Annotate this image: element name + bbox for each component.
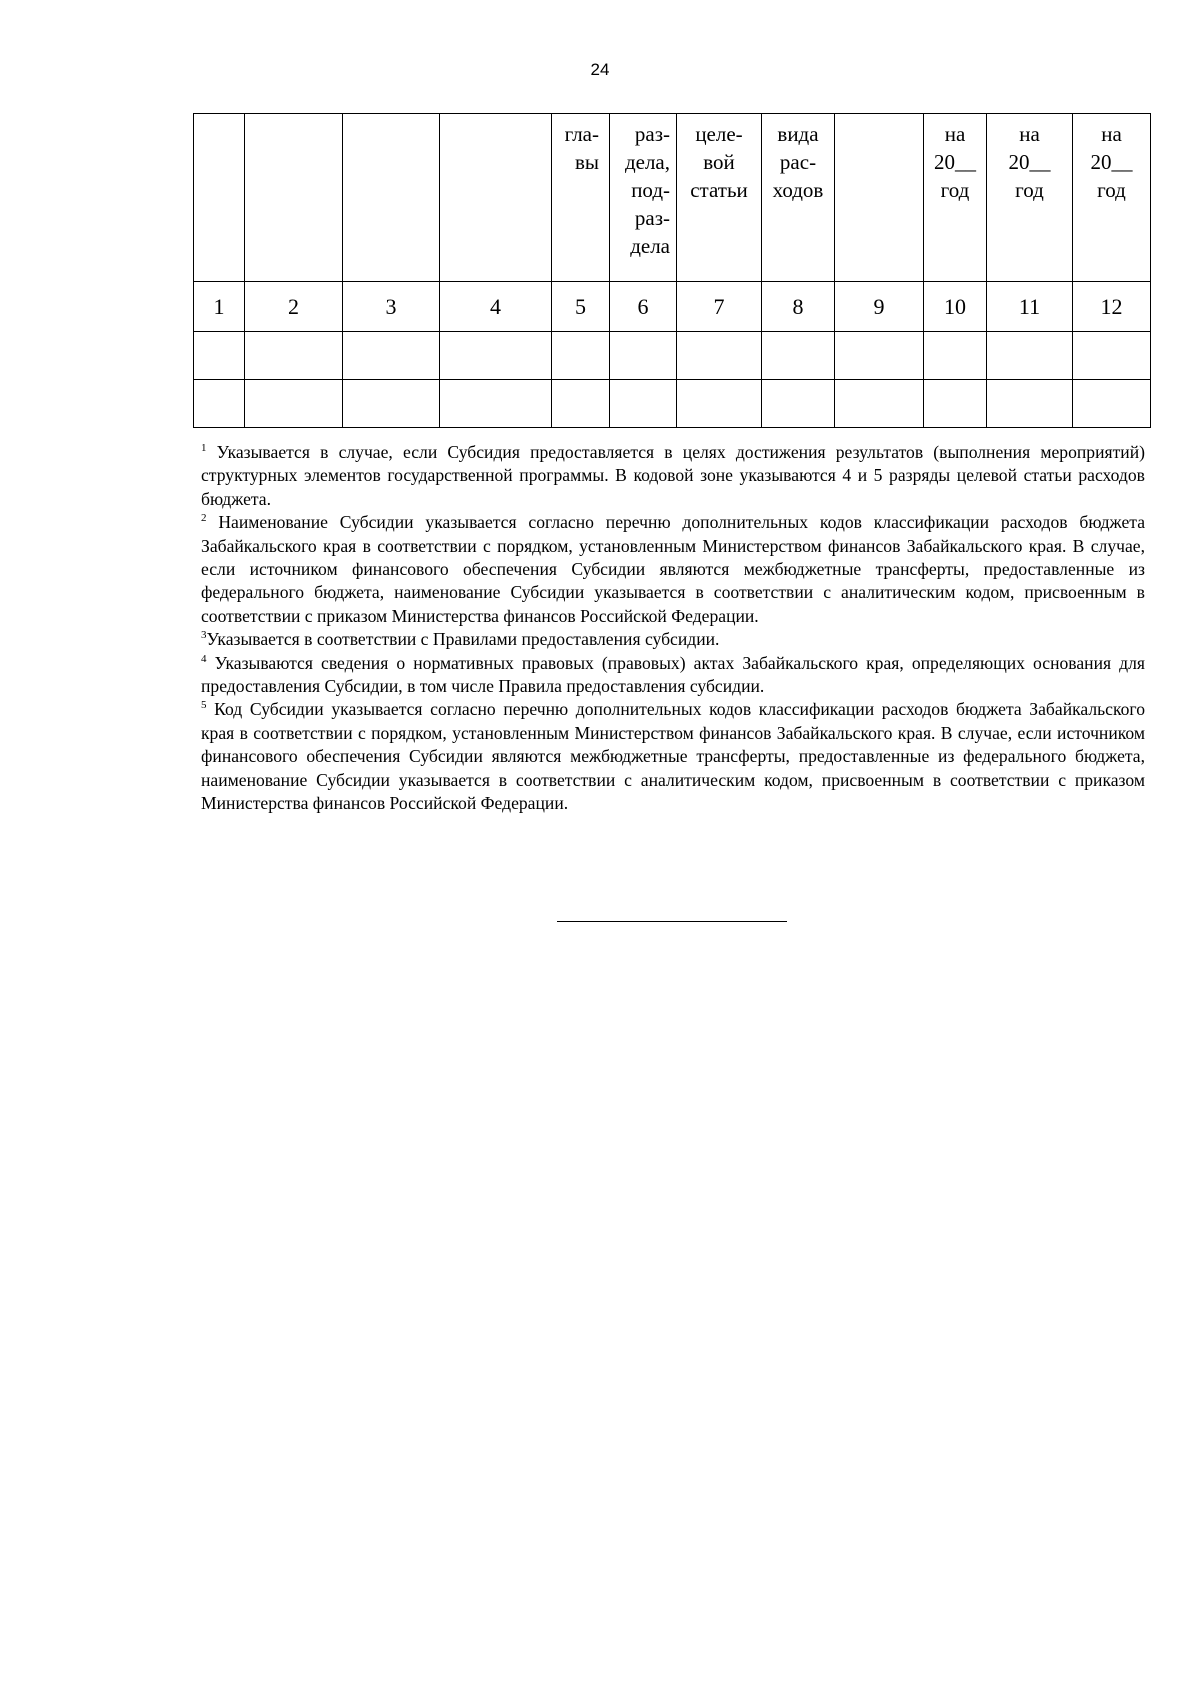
footnote-1	[201, 441, 1145, 511]
header-cell	[835, 114, 924, 282]
footnote-2	[201, 511, 1145, 628]
column-number: 3	[343, 282, 440, 332]
column-number: 8	[762, 282, 835, 332]
column-number: 11	[987, 282, 1073, 332]
table-cell	[194, 332, 245, 380]
footnote-marker: 1	[201, 442, 207, 455]
column-number: 4	[440, 282, 552, 332]
footnote-text: Указываются сведения о нормативных правовых (правовых) актах Забайкальского края, определяющих основания для предоставления Субсидии, в том числе Правила предоставления субсидии.	[201, 652, 1145, 697]
table-row	[194, 380, 1151, 428]
table-header-row	[194, 114, 1151, 282]
footnotes	[201, 441, 1145, 816]
table-cell	[194, 380, 245, 428]
table-cell	[1073, 380, 1151, 428]
table-cell	[835, 380, 924, 428]
table-cell	[987, 332, 1073, 380]
footnote-5	[201, 698, 1145, 815]
table-cell	[440, 380, 552, 428]
footnote-text: Наименование Субсидии указывается согласно перечню дополнительных кодов классификации расходов бюджета Забайкальского края в соответствии с порядком, установленным Министерством финансов Забайкальского края. В случае, если источником финансового обеспечения Субсидии являются межбюджетные трансферты, предоставленные из федерального бюджета, наименование Субсидии указывается в соответствии с аналитическим кодом, присвоенным в соответствии с приказом Министерства финансов Российской Федерации.	[201, 512, 1145, 626]
header-cell-section: раз- дела, под- раз- дела	[610, 114, 677, 282]
footnote-marker: 2	[201, 512, 207, 525]
table-cell	[343, 380, 440, 428]
footnote-text: Код Субсидии указывается согласно перечню дополнительных кодов классификации расходов бюджета Забайкальского края в соответствии с порядком, установленным Министерством финансов Забайкальского края. В случае, если источником финансового обеспечения Субсидии являются межбюджетные трансферты, предоставленные из федерального бюджета, наименование Субсидии указывается в соответствии с аналитическим кодом, присвоенным в соответствии с приказом Министерства финансов Российской Федерации.	[201, 699, 1145, 814]
column-number: 6	[610, 282, 677, 332]
table-cell	[245, 380, 343, 428]
table-cell	[677, 380, 762, 428]
header-cell-year-1: на 20__ год	[924, 114, 987, 282]
header-cell	[194, 114, 245, 282]
column-number: 10	[924, 282, 987, 332]
header-cell-expense-type: вида рас- ходов	[762, 114, 835, 282]
header-cell-chapter: гла- вы	[552, 114, 610, 282]
table-cell	[245, 332, 343, 380]
end-divider-line	[557, 921, 787, 922]
table-cell	[440, 332, 552, 380]
page-number: 24	[590, 60, 610, 79]
column-number: 9	[835, 282, 924, 332]
footnote-3	[201, 628, 1145, 651]
table-cell	[762, 380, 835, 428]
column-number: 2	[245, 282, 343, 332]
header-cell-target-article: целе- вой статьи	[677, 114, 762, 282]
subsidy-table	[193, 113, 1151, 428]
column-number: 7	[677, 282, 762, 332]
table-cell	[924, 380, 987, 428]
column-numbers-row	[194, 282, 1151, 332]
footnote-marker: 5	[201, 699, 207, 712]
footnote-text: Указывается в случае, если Субсидия предоставляется в целях достижения результатов (выполнения мероприятий) структурных элементов государственной программы. В кодовой зоне указываются 4 и 5 разряды целевой статьи расходов бюджета.	[201, 442, 1145, 509]
column-number: 1	[194, 282, 245, 332]
table-row	[194, 332, 1151, 380]
table-cell	[762, 332, 835, 380]
footnote-marker: 4	[201, 652, 207, 665]
header-cell-year-2: на 20__ год	[987, 114, 1073, 282]
table-cell	[610, 380, 677, 428]
header-cell	[343, 114, 440, 282]
table-cell	[552, 380, 610, 428]
footnote-text: Указывается в соответствии с Правилами предоставления субсидии.	[206, 629, 720, 650]
table-cell	[1073, 332, 1151, 380]
header-cell-year-3: на 20__ год	[1073, 114, 1151, 282]
table-cell	[924, 332, 987, 380]
header-cell	[440, 114, 552, 282]
column-number: 5	[552, 282, 610, 332]
table-cell	[677, 332, 762, 380]
footnote-marker: 3	[201, 629, 207, 642]
table-cell	[835, 332, 924, 380]
column-number: 12	[1073, 282, 1151, 332]
header-cell	[245, 114, 343, 282]
table-cell	[610, 332, 677, 380]
footnote-4	[201, 652, 1145, 699]
table-cell	[987, 380, 1073, 428]
table-cell	[343, 332, 440, 380]
table-cell	[552, 332, 610, 380]
